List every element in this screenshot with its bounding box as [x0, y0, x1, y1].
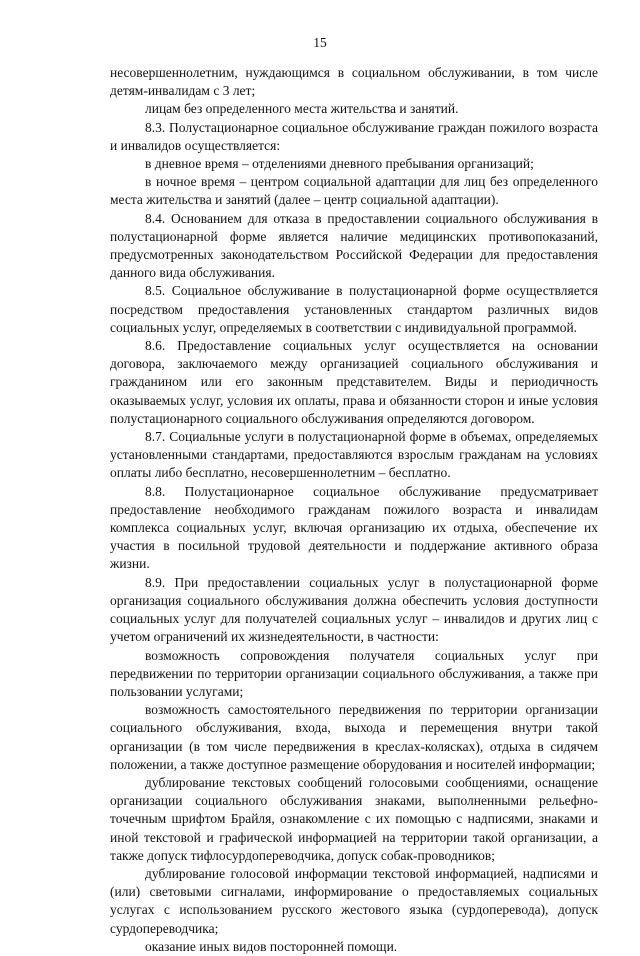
paragraph: 8.5. Социальное обслуживание в полустационарной форме осуществляется посредством предоставления установленных стандартом различных видов социальных услуг, определяемых в соответствии с индивидуальной программой. [110, 283, 598, 335]
paragraph: 8.6. Предоставление социальных услуг осуществляется на основании договора, заключаемого между организацией социального обслуживания и гражданином или его законным представителем. Виды и периодичность оказываемых услуг, условия их оплаты, права и обязанности сторон и иные условия полустационарного социального обслуживания определяются договором. [110, 338, 598, 426]
paragraph: в дневное время – отделениями дневного пребывания организаций; [145, 156, 534, 172]
paragraph: оказание иных видов посторонней помощи. [145, 938, 398, 954]
paragraph: 8.7. Социальные услуги в полустационарной форме в объемах, определяемых установленными стандартами, предоставляются взрослым гражданам на условиях оплаты либо бесплатно, несовершеннолетним – бесплатно. [110, 429, 598, 481]
paragraph: в ночное время – центром социальной адаптации для лиц без определенного места жительства и занятий (далее – центр социальной адаптации). [110, 174, 598, 208]
page-number: 15 [313, 35, 327, 50]
paragraph: 8.9. При предоставлении социальных услуг в полустационарной форме организация социального обслуживания должна обеспечить условия доступности социальных услуг для получателей социальных услуг – инвалидов и других лиц с учетом ограничений их жизнедеятельности, в частности: [110, 574, 598, 645]
paragraph: 8.4. Основанием для отказа в предоставлении социального обслуживания в полустационарной форме является наличие медицинских противопоказаний, предусмотренных законодательством Российской Федерации для предоставления данного вида обслуживания. [110, 210, 598, 281]
paragraph: возможность сопровождения получателя социальных услуг при передвижении по территории организации социального обслуживания, а также при пользовании услугами; [110, 647, 598, 699]
paragraph: 8.8. Полустационарное социальное обслуживание предусматривает предоставление необходимого гражданам пожилого возраста и инвалидам комплекса социальных услуг, включая организацию их отдыха, обеспечение их участия в посильной трудовой деятельности и поддержание активного образа жизни. [110, 483, 598, 572]
paragraph: возможность самостоятельного передвижения по территории организации социального обслуживания, входа, выхода и перемещения внутри такой организации (в том числе передвижения в креслах-колясках), отдыха в сидячем положении, а также доступное размещение оборудования и носителей информации; [110, 702, 598, 772]
paragraph: лицам без определенного места жительства и занятий. [145, 101, 459, 117]
paragraph: несовершеннолетним, нуждающимся в социальном обслуживании, в том числе детям-инвалидам с 3 лет; [110, 65, 598, 99]
paragraph: 8.3. Полустационарное социальное обслуживание граждан пожилого возраста и инвалидов осуществляется: [110, 119, 598, 153]
paragraph: дублирование текстовых сообщений голосовыми сообщениями, оснащение организации социального обслуживания знаками, выполненными рельефно-точечным шрифтом Брайля, ознакомление с их помощью с надписями, знаками и иной текстовой и графической информацией на территории такой организации, а также допуск тифлосурдопереводчика, допуск собак-проводников; [110, 774, 598, 863]
paragraph: дублирование голосовой информации текстовой информацией, надписями и (или) световыми сигналами, информирование о предоставляемых социальных услугах с использованием русского жестового языка (сурдоперевода), допуск сурдопереводчика; [110, 865, 598, 936]
document-body [110, 64, 598, 956]
